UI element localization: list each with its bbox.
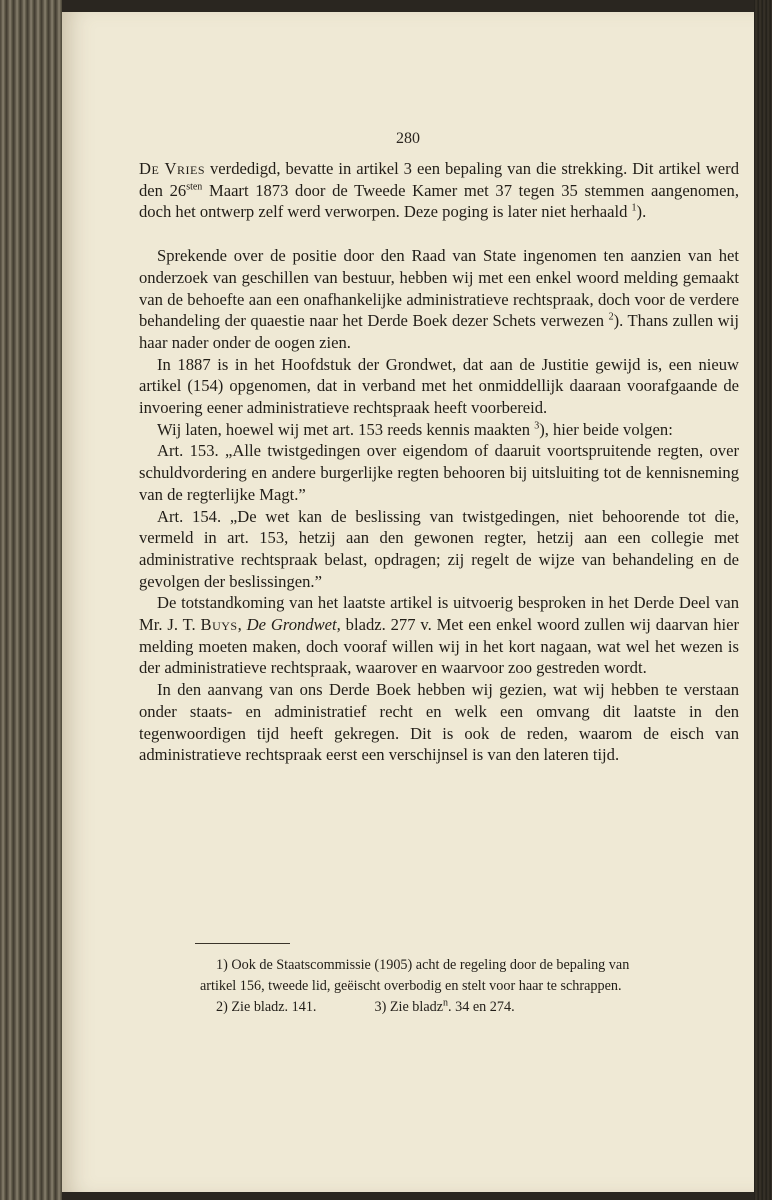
page-edges xyxy=(754,0,772,1200)
book-spine xyxy=(0,0,62,1200)
footnote-1: 1) Ook de Staatscommissie (1905) acht de regeling door de bepaling van xyxy=(216,957,630,973)
footnote-2-3 xyxy=(216,997,756,1018)
paragraph-3: In 1887 is in het Hoofdstuk der Grondwet, dat aan de Justitie gewijd is, een nieuw artikel (154) opgenomen, dat in verband met het onmiddellijk daaraan voorafgaande de invoering eener administratieve rechtspraak heeft voorbereid. xyxy=(139,354,739,418)
footnote-3: 3) Zie bladz$^n$. 34 en 274. xyxy=(374,997,515,1015)
author-name: Buys xyxy=(200,615,238,635)
book-title: De Grondwet xyxy=(246,615,337,635)
paragraph-4: Wij laten, hoewel wij met art. 153 reeds kennis maakten $^3$), hier beide volgen: xyxy=(157,419,673,439)
author-name: De Vries xyxy=(139,159,205,178)
paragraph-art-153: Art. 153. „Alle twistgedingen over eigendom of daaruit voortspruitende regten, over schuldvordering en andere burgerlijke regten behooren bij uitsluiting tot de kennisneming van de regterlijke Magt.” xyxy=(139,441,739,504)
footnote-1-cont: artikel 156, tweede lid, geëischt overbodig en stelt voor haar te schrappen. xyxy=(200,978,622,994)
footnotes xyxy=(200,955,756,1018)
footnote-ref: 3 xyxy=(534,420,540,432)
footnote-divider xyxy=(195,943,290,944)
paragraph-1: De Vries verdedigd, bevatte in artikel 3 een bepaling van die strekking. Dit artikel werd den $26^{sten}$ Maart 1873 door de Tweede Kamer met 37 tegen 35 stemmen aangenomen, doch het ontwerp zelf werd verworpen. Deze poging is later niet herhaald $^1$). xyxy=(139,159,739,222)
paragraph-2: Sprekende over de positie door den Raad van State ingenomen ten aanzien van het onderzoek van geschillen van bestuur, hebben wij met een enkel woord melding gemaakt van de behoefte aan een onafhankelijke administratieve rechtspraak, doch voor de verdere behandeling der quaestie naar het Derde Boek dezer Schets verwezen $^2$). Thans zullen wij haar nader onder de oogen zien. xyxy=(139,246,739,352)
paragraph-art-154: Art. 154. „De wet kan de beslissing van twistgedingen, niet behoorende tot die, vermeld in art. 153, hetzij aan den gewonen regter, hetzij aan een collegie met administrative rechtspraak belast, opdragen; zij regelt de wijze van behandeling en de gevolgen der beslissingen.” xyxy=(139,506,739,591)
body-text xyxy=(139,158,739,766)
paragraph-7: De totstandkoming van het laatste artikel is uitvoerig besproken in het Derde Deel van Mr. J. T. Buys, De Grondwet, bladz. 277 v. Met een enkel woord zullen wij daarvan hier melding moeten maken, doch vooraf willen wij in het kort nagaan, wat wel het wezen is der administratieve rechtspraak, waarover en waarvoor zoo gestreden wordt. xyxy=(139,593,739,678)
footnote-2: 2) Zie bladz. 141. xyxy=(216,999,317,1015)
footnote-ref: 2 xyxy=(608,311,614,323)
page-number: 280 xyxy=(396,130,420,147)
footnote-ref: 1 xyxy=(631,202,637,214)
paragraph-8: In den aanvang van ons Derde Boek hebben wij gezien, wat wij hebben te verstaan onder staats- en administratief recht en welk een omvang dit laatste in den tegenwoordigen tijd heeft gekregen. Dit is ook de reden, waarom de eisch van administratieve rechtspraak eerst een verschijnsel is van den lateren tijd. xyxy=(139,680,739,765)
